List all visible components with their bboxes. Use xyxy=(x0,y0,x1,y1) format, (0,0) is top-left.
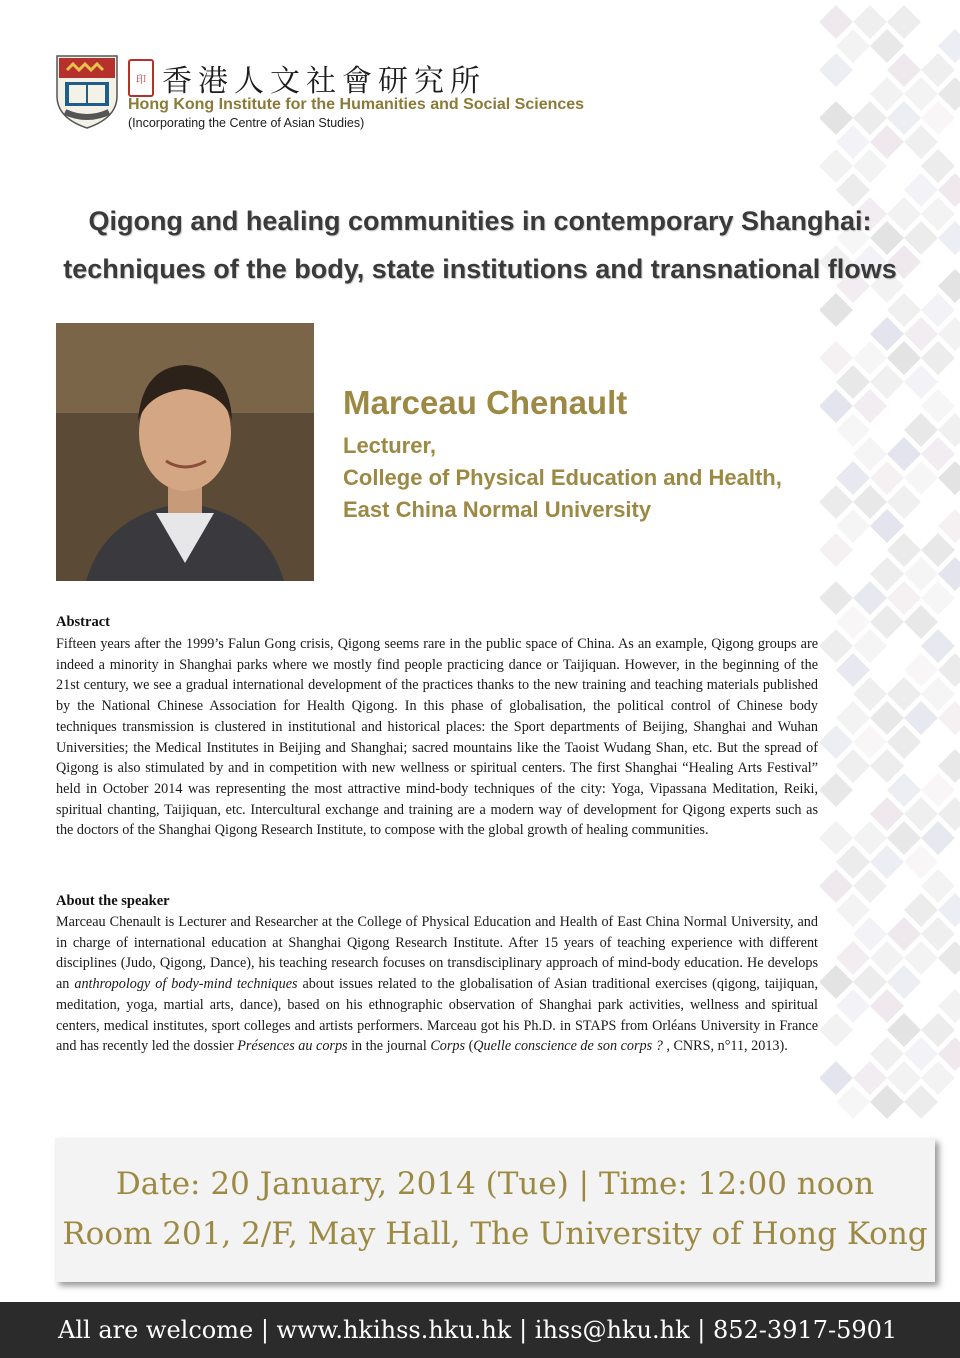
about-speaker-heading: About the speaker xyxy=(56,893,170,909)
event-details-box xyxy=(55,1138,935,1282)
decorative-diamond-pattern xyxy=(820,0,960,1130)
institute-subtitle: (Incorporating the Centre of Asian Studies) xyxy=(128,116,365,130)
abstract-text: Fifteen years after the 1999’s Falun Gong crisis, Qigong seems rare in the public space of China. As an example, Qigong groups are indeed a minority in Shanghai parks where we mostly find people practicing dance or Taijiquan. However, in the beginning of the 21st century, we see a gradual international development of the practices thanks to the new training and teaching materials published by the National Chinese Association for Health Qigong. In this phase of globalisation, the political control of Chinese body techniques transmission is clustered in institutional and historical places: the Sport departments of Beijing, Shanghai and Wuhan Universities; the Medical Institutes in Beijing and Shanghai; sacred mountains like the Taoist Wudang Shan, etc. But the spread of Qigong is also stimulated by and in competition with new wellness or spiritual centers. The first Shanghai “Healing Arts Festival” held in October 2014 was representing the most attractive mind-body techniques of the city: Yoga, Vipassana Meditation, Reiki, spiritual chanting, Taijiquan, etc. Intercultural exchange and training are a modern way of development for Qigong experts such as the doctors of the Shanghai Qigong Research Institute, to compose with the global growth of healing communities. xyxy=(56,636,818,839)
institute-name: Hong Kong Institute for the Humanities and Social Sciences xyxy=(128,96,585,113)
speaker-university: East China Normal University xyxy=(343,497,652,522)
speaker-affiliation xyxy=(343,430,782,526)
about-speaker-text: Marceau Chenault is Lecturer and Researcher at the College of Physical Education and Health of East China Normal University, and in charge of international education at Shanghai Qigong Research Institute. After 15 years of teaching experience with different disciplines (Judo, Qigong, Dance), his teaching research focuses on transdisciplinary approach of mind-body education. He develops an anthropology of body-mind techniques about issues related to the globalisation of Asian traditional exercises (qigong, taijiquan, meditation, yoga, martial arts, dance), based on his ethnographic observation of Shanghai park activities, wellness and spiritual centers, medical institutes, sport colleges and artists performers. Marceau got his Ph.D. in STAPS from Orléans University in France and has recently led the dossier Présences au corps in the journal Corps (Quelle conscience de son corps ? , CNRS, n°11, 2013). xyxy=(56,914,818,1055)
event-venue: Room 201, 2/F, May Hall, The University of Hong Kong xyxy=(62,1216,928,1252)
talk-title-line2: techniques of the body, state institutions and transnational flows xyxy=(63,254,897,284)
hku-crest-logo xyxy=(53,52,121,130)
institute-chinese-name-row xyxy=(128,58,486,98)
speaker-photo xyxy=(56,323,314,581)
event-date-time: Date: 20 January, 2014 (Tue) | Time: 12:00 noon xyxy=(115,1166,875,1202)
speaker-name: Marceau Chenault xyxy=(343,384,628,421)
footer-contact-text: All are welcome | www.hkihss.hku.hk | ihss@hku.hk | 852-3917-5901 xyxy=(58,1316,898,1344)
abstract-heading: Abstract xyxy=(56,614,110,630)
footer-contact-bar xyxy=(0,1302,960,1358)
red-seal-icon: 印 xyxy=(128,59,154,97)
speaker-position: Lecturer, xyxy=(343,433,436,458)
institute-chinese-name: 香港人文社會研究所 xyxy=(162,64,486,99)
talk-title-line1: Qigong and healing communities in contemporary Shanghai: xyxy=(88,206,872,236)
speaker-college: College of Physical Education and Health, xyxy=(343,465,782,490)
